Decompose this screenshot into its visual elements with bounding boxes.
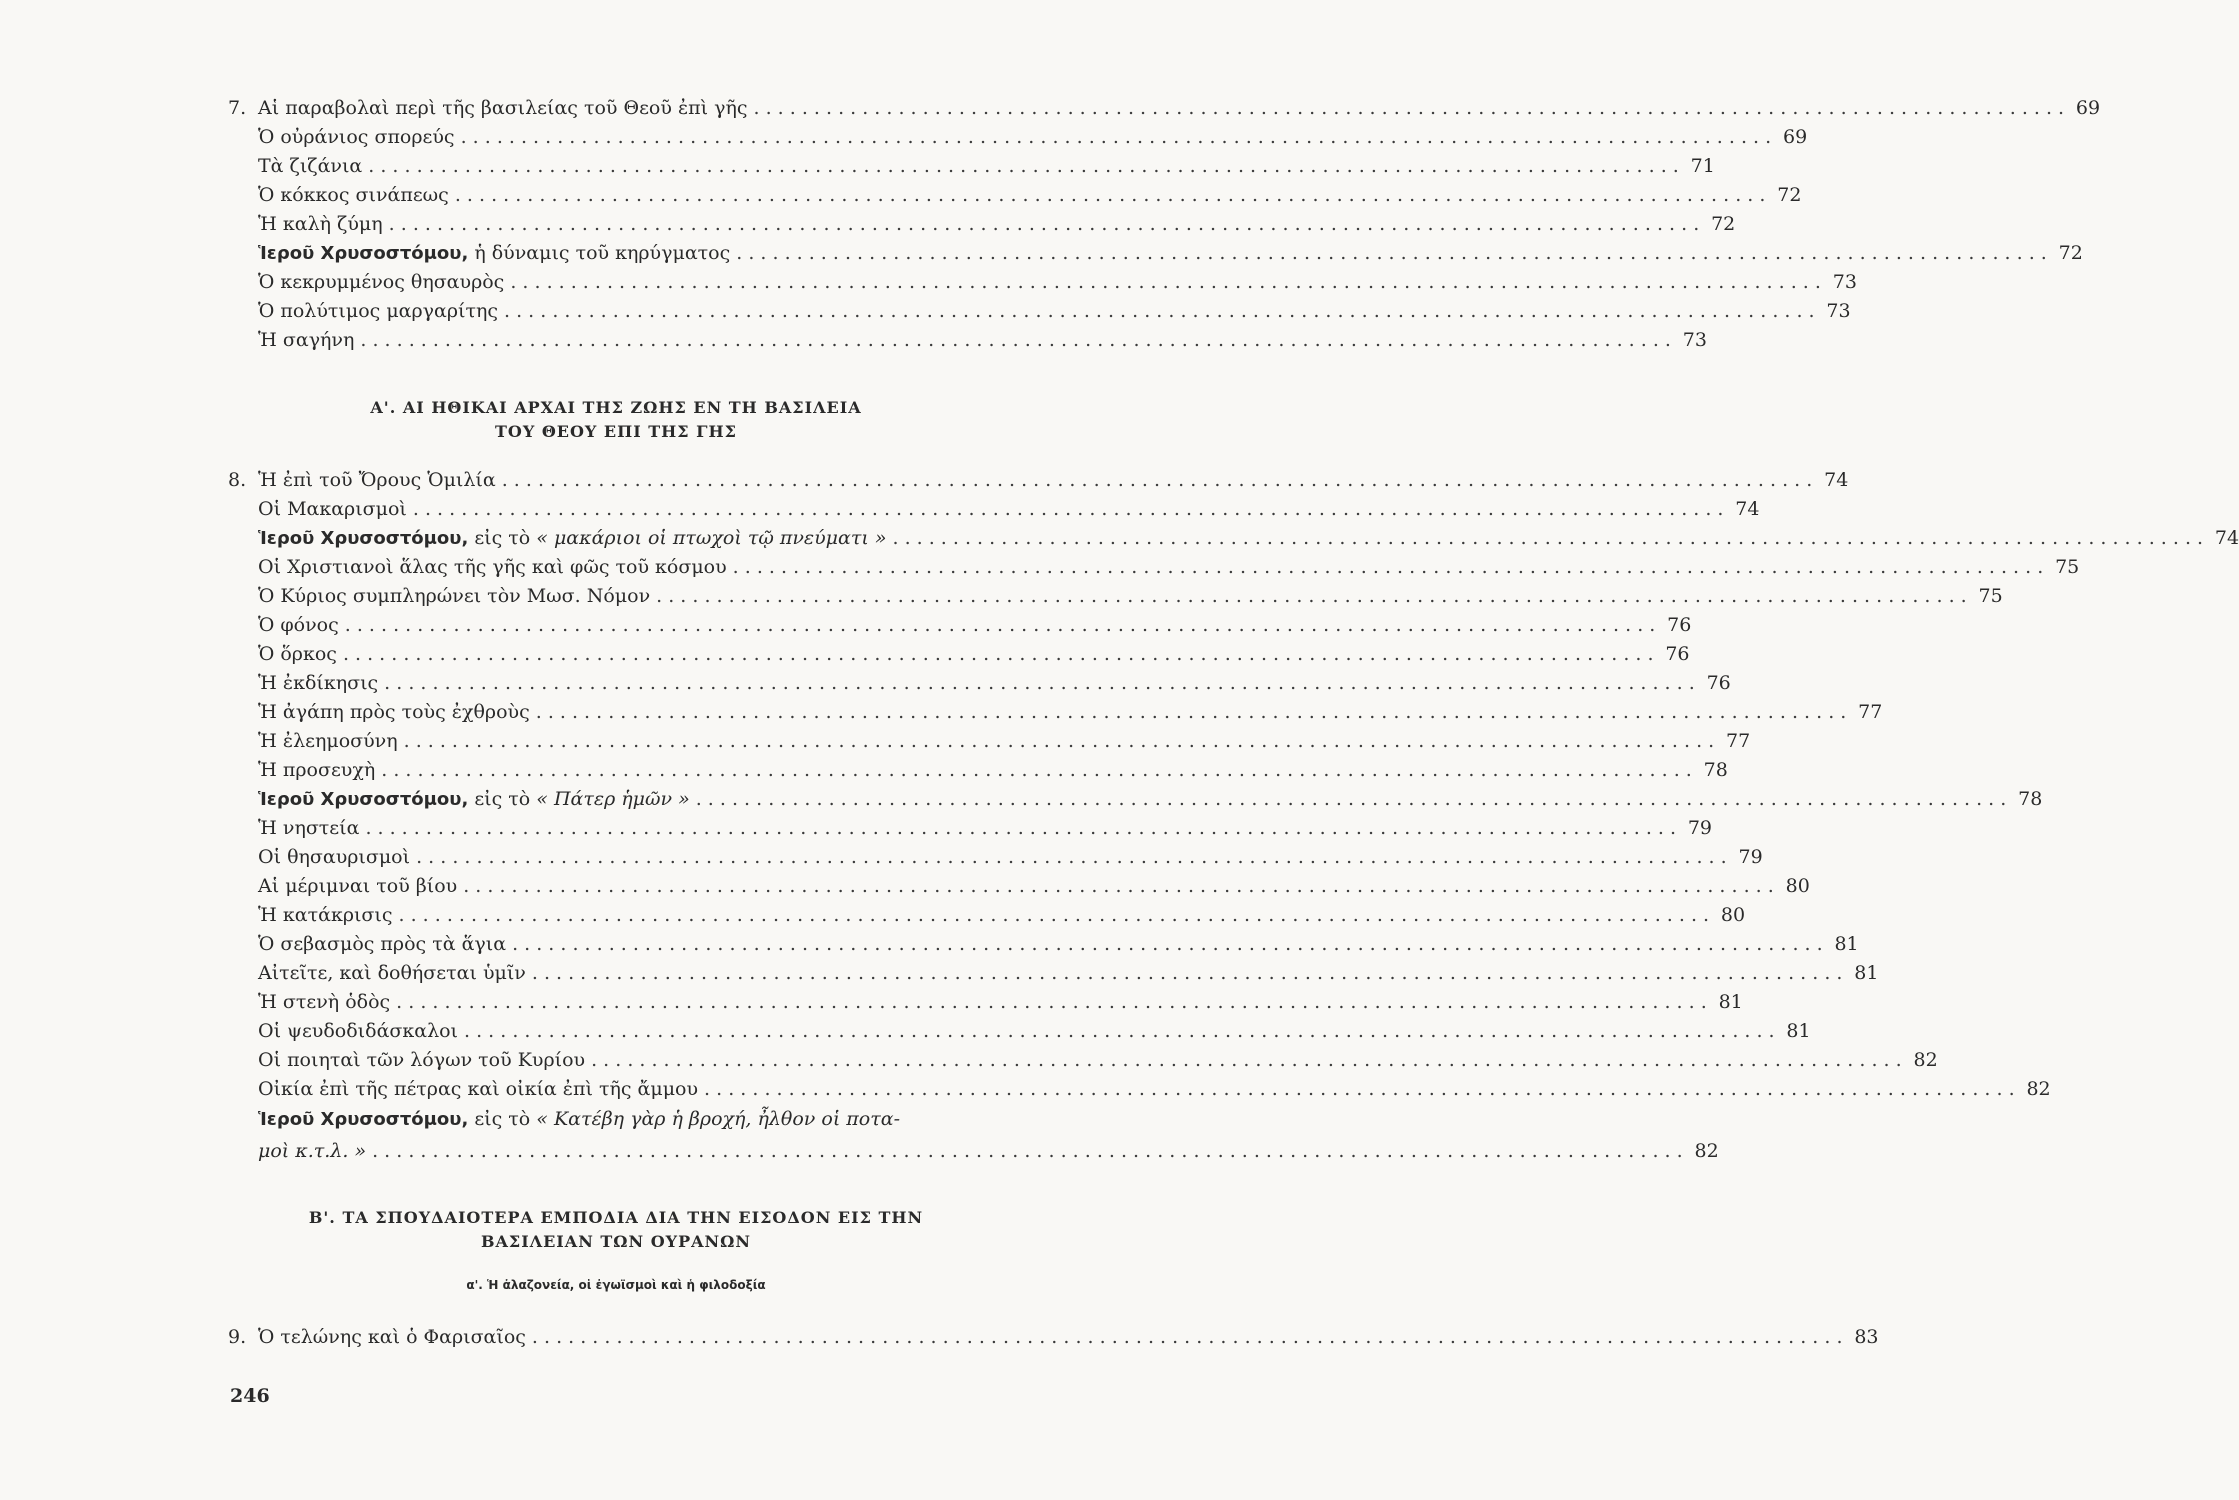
page-number: 71 bbox=[1690, 155, 1715, 177]
page-number: 83 bbox=[1854, 1326, 1879, 1348]
dot-leader bbox=[365, 813, 1676, 843]
dot-leader bbox=[591, 1045, 1902, 1075]
entry-title: Ἡ σαγήνη bbox=[258, 329, 355, 351]
page-number: 76 bbox=[1706, 672, 1731, 694]
heading-line-2: ΤΟΥ ΘΕΟΥ ΕΠΙ ΤΗΣ ΓΗΣ bbox=[495, 422, 737, 441]
entry-title bbox=[258, 784, 690, 815]
page-number: 77 bbox=[1858, 701, 1883, 723]
page-number: 73 bbox=[1826, 300, 1851, 322]
dot-leader bbox=[455, 180, 1766, 210]
section-number: 9. bbox=[228, 1326, 247, 1348]
toc-entry bbox=[228, 1074, 2051, 1104]
entry-title: Ἡ ἐκδίκησις bbox=[258, 672, 379, 694]
page-number: 72 bbox=[2058, 242, 2083, 264]
entry-title: Ὁ ὅρκος bbox=[258, 643, 337, 665]
dot-leader bbox=[656, 581, 1967, 611]
page-number: 69 bbox=[1782, 126, 1808, 148]
entry-title: Ὁ σεβασμὸς πρὸς τὰ ἅγια bbox=[258, 933, 507, 955]
dot-leader bbox=[463, 871, 1774, 901]
toc-entry bbox=[228, 929, 1859, 959]
toc-entry bbox=[228, 842, 1763, 872]
toc-entry bbox=[228, 325, 1707, 355]
page-number: 76 bbox=[1665, 643, 1690, 665]
entry-title: Οἱ ποιηταὶ τῶν λόγων τοῦ Κυρίου bbox=[258, 1049, 586, 1071]
quoted-text: μοὶ κ.τ.λ. » bbox=[258, 1140, 367, 1162]
page-number: 81 bbox=[1854, 962, 1879, 984]
toc-entry bbox=[228, 581, 2003, 611]
page-number: 72 bbox=[1777, 184, 1802, 206]
toc-entry-chrysostom bbox=[228, 523, 2239, 553]
toc-entry-chrysostom-line-2 bbox=[228, 1136, 1719, 1166]
page-number: 81 bbox=[1834, 933, 1859, 955]
page-number: 74 bbox=[1735, 498, 1760, 520]
toc-entry bbox=[228, 871, 1810, 901]
dot-leader bbox=[704, 1074, 2015, 1104]
dot-leader bbox=[399, 900, 1710, 930]
page-number: 72 bbox=[1711, 213, 1736, 235]
heading-line-1: Α'. ΑΙ ΗΘΙΚΑΙ ΑΡΧΑΙ ΤΗΣ ΖΩΗΣ ΕΝ ΤΗ ΒΑΣΙΛΕΙΑ bbox=[370, 398, 862, 417]
toc-entry bbox=[228, 1045, 1938, 1075]
dot-leader bbox=[360, 325, 1671, 355]
dot-leader bbox=[416, 842, 1727, 872]
author-name: Ἱεροῦ Χρυσοστόμου, bbox=[258, 243, 469, 264]
entry-title: Οἱ θησαυρισμοὶ bbox=[258, 846, 411, 868]
toc-entry bbox=[228, 668, 1731, 698]
dot-leader bbox=[396, 987, 1707, 1017]
toc-entry bbox=[228, 122, 1808, 152]
entry-title bbox=[258, 523, 886, 554]
toc-entry bbox=[228, 267, 1857, 297]
quoted-text: « Κατέβη γὰρ ἡ βροχή, ἦλθον οἱ ποτα- bbox=[536, 1108, 900, 1130]
entry-title: Οἱ Μακαρισμοὶ bbox=[258, 498, 407, 520]
toc-entry bbox=[228, 180, 1802, 210]
entry-title: Αἱ παραβολαὶ περὶ τῆς βασιλείας τοῦ Θεοῦ ἐπὶ γῆς bbox=[258, 97, 748, 119]
quoted-text: « μακάριοι οἱ πτωχοὶ τῷ πνεύματι » bbox=[536, 527, 887, 549]
toc-entry bbox=[228, 296, 1851, 326]
toc-entry bbox=[228, 726, 1751, 756]
page-number: 81 bbox=[1786, 1020, 1811, 1042]
toc-entry bbox=[228, 958, 1879, 988]
dot-leader bbox=[461, 122, 1772, 152]
dot-leader bbox=[502, 465, 1813, 495]
dot-leader bbox=[384, 668, 1695, 698]
entry-title: Ἡ προσευχὴ bbox=[258, 759, 376, 781]
entry-title bbox=[258, 1104, 900, 1135]
entry-title: Οἰκία ἐπὶ τῆς πέτρας καὶ οἰκία ἐπὶ τῆς ἄμμου bbox=[258, 1078, 699, 1100]
toc-entry bbox=[228, 209, 1736, 239]
toc-entry bbox=[228, 755, 1728, 785]
entry-title: Οἱ Χριστιανοὶ ἅλας τῆς γῆς καὶ φῶς τοῦ κόσμου bbox=[258, 556, 727, 578]
entry-title: Αἱ μέριμναι τοῦ βίου bbox=[258, 875, 458, 897]
entry-title: Ἡ στενὴ ὁδὸς bbox=[258, 991, 391, 1013]
toc-entry-section-9 bbox=[228, 1322, 1879, 1352]
dot-leader bbox=[413, 494, 1724, 524]
section-number: 7. bbox=[228, 97, 247, 119]
dot-leader bbox=[733, 552, 2044, 582]
entry-text: ἡ δύναμις τοῦ κηρύγματος bbox=[468, 242, 731, 264]
entry-title-continued bbox=[258, 1136, 366, 1166]
dot-leader bbox=[532, 958, 1843, 988]
folio-page-number: 246 bbox=[230, 1385, 270, 1407]
page-number: 76 bbox=[1667, 614, 1692, 636]
quoted-text: « Πάτερ ἡμῶν » bbox=[536, 788, 690, 810]
dot-leader bbox=[381, 755, 1692, 785]
entry-title: Ἡ κατάκρισις bbox=[258, 904, 393, 926]
dot-leader bbox=[464, 1016, 1775, 1046]
part-a-heading bbox=[228, 396, 1004, 444]
entry-title: Ὁ κόκκος σινάπεως bbox=[258, 184, 449, 206]
page-number: 82 bbox=[2026, 1078, 2051, 1100]
toc-entry bbox=[228, 610, 1692, 640]
entry-title: Αἰτεῖτε, καὶ δοθήσεται ὑμῖν bbox=[258, 962, 526, 984]
toc-entry-chrysostom bbox=[228, 238, 2083, 268]
dot-leader bbox=[696, 784, 2007, 814]
entry-title: Ἡ ἐλεημοσύνη bbox=[258, 730, 398, 752]
toc-entry bbox=[228, 987, 1743, 1017]
entry-text: εἰς τὸ bbox=[468, 1108, 537, 1130]
toc-entry bbox=[228, 494, 1760, 524]
page-number: 78 bbox=[2018, 788, 2043, 810]
page-number: 69 bbox=[2075, 97, 2101, 119]
dot-leader bbox=[345, 610, 1656, 640]
dot-leader bbox=[389, 209, 1700, 239]
toc-entry bbox=[228, 639, 1690, 669]
page-number: 78 bbox=[1703, 759, 1728, 781]
author-name: Ἱεροῦ Χρυσοστόμου, bbox=[258, 528, 469, 549]
toc-entry-section-7 bbox=[228, 93, 2101, 123]
part-b-heading bbox=[228, 1206, 1004, 1254]
dot-leader bbox=[892, 523, 2203, 553]
page-number: 73 bbox=[1682, 329, 1707, 351]
heading-line-2: ΒΑΣΙΛΕΙΑΝ ΤΩΝ ΟΥΡΑΝΩΝ bbox=[480, 1232, 752, 1251]
section-number: 8. bbox=[228, 469, 247, 491]
toc-entry-section-8 bbox=[228, 465, 1849, 495]
entry-text: εἰς τὸ bbox=[468, 788, 537, 810]
entry-title: Οἱ ψευδοδιδάσκαλοι bbox=[258, 1020, 459, 1042]
entry-text: εἰς τὸ bbox=[468, 527, 537, 549]
page-number: 82 bbox=[1913, 1049, 1938, 1071]
entry-title: Ὁ οὐράνιος σπορεύς bbox=[258, 126, 455, 148]
toc-entry bbox=[228, 813, 1713, 843]
toc-entry-chrysostom-line-1 bbox=[228, 1104, 1004, 1134]
page-number: 82 bbox=[1694, 1140, 1719, 1162]
toc-entry bbox=[228, 900, 1746, 930]
page-number: 79 bbox=[1738, 846, 1763, 868]
dot-leader bbox=[372, 1136, 1683, 1166]
page-number: 75 bbox=[1978, 585, 2003, 607]
page-number: 79 bbox=[1687, 817, 1713, 839]
toc-entry bbox=[228, 151, 1715, 181]
dot-leader bbox=[510, 267, 1821, 297]
dot-leader bbox=[368, 151, 1679, 181]
entry-title: Ὁ τελώνης καὶ ὁ Φαρισαῖος bbox=[258, 1326, 526, 1348]
part-b-subheading: α'. Ἡ ἀλαζονεία, οἱ ἐγωϊσμοὶ καὶ ἡ φιλοδοξία bbox=[466, 1278, 766, 1292]
entry-title: Ὁ φόνος bbox=[258, 614, 339, 636]
entry-title: Ἡ νηστεία bbox=[258, 817, 360, 839]
dot-leader bbox=[532, 1322, 1843, 1352]
dot-leader bbox=[536, 697, 1847, 727]
entry-title bbox=[258, 238, 730, 269]
dot-leader bbox=[404, 726, 1715, 756]
toc-entry bbox=[228, 697, 1883, 727]
page-number: 74 bbox=[2214, 527, 2239, 549]
dot-leader bbox=[736, 238, 2047, 268]
heading-line-1: Β'. ΤΑ ΣΠΟΥΔΑΙΟΤΕΡΑ ΕΜΠΟΔΙΑ ΔΙΑ ΤΗΝ ΕΙΣΟΔΟΝ ΕΙΣ ΤΗΝ bbox=[308, 1208, 924, 1227]
page-number: 73 bbox=[1832, 271, 1857, 293]
entry-title: Ὁ πολύτιμος μαργαρίτης bbox=[258, 300, 499, 322]
entry-title: Ἡ ἀγάπη πρὸς τοὺς ἐχθροὺς bbox=[258, 701, 530, 723]
dot-leader bbox=[754, 93, 2065, 123]
toc-entry-chrysostom bbox=[228, 784, 2043, 814]
entry-title: Ὁ κεκρυμμένος θησαυρὸς bbox=[258, 271, 505, 293]
page-number: 74 bbox=[1824, 469, 1849, 491]
dot-leader bbox=[504, 296, 1815, 326]
page-number: 80 bbox=[1785, 875, 1810, 897]
page-number: 77 bbox=[1726, 730, 1751, 752]
page-number: 75 bbox=[2055, 556, 2080, 578]
toc-entry bbox=[228, 552, 2080, 582]
author-name: Ἱεροῦ Χρυσοστόμου, bbox=[258, 1109, 469, 1130]
dot-leader bbox=[512, 929, 1823, 959]
author-name: Ἱεροῦ Χρυσοστόμου, bbox=[258, 789, 469, 810]
page-number: 81 bbox=[1718, 991, 1743, 1013]
page-number: 80 bbox=[1720, 904, 1746, 926]
entry-title: Ὁ Κύριος συμπληρώνει τὸν Μωσ. Νόμον bbox=[258, 585, 651, 607]
entry-title: Ἡ καλὴ ζύμη bbox=[258, 213, 383, 235]
dot-leader bbox=[343, 639, 1654, 669]
toc-entry bbox=[228, 1016, 1811, 1046]
entry-title: Τὰ ζιζάνια bbox=[258, 155, 363, 177]
entry-title: Ἡ ἐπὶ τοῦ Ὄρους Ὁμιλία bbox=[258, 469, 496, 491]
